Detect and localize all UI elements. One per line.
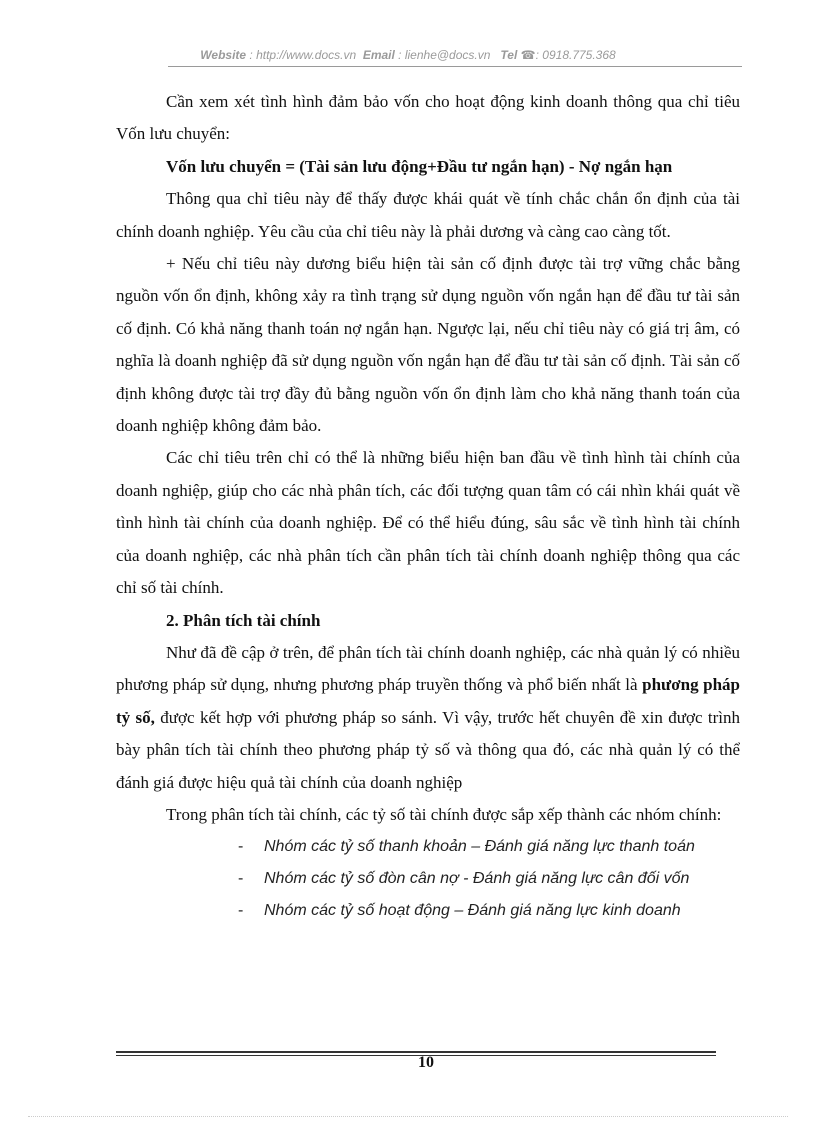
- website-value: : http://www.docs.vn: [249, 48, 357, 62]
- document-body: [116, 86, 740, 927]
- page-number: 10: [418, 1054, 434, 1071]
- section-heading: 2. Phân tích tài chính: [166, 610, 321, 630]
- email-value: : lienhe@docs.vn: [398, 48, 491, 62]
- list-item: - Nhóm các tỷ số thanh khoản – Đánh giá năng lực thanh toán: [238, 831, 740, 863]
- paragraph-5-emphasis: phương pháp tỷ số,: [116, 675, 741, 727]
- phone-icon: ☎: [520, 48, 536, 62]
- page-header: [0, 48, 816, 62]
- paragraph-3: + Nếu chỉ tiêu này dương biểu hiện tài sản cố định được tài trợ vững chắc bằng nguồn vốn ổn định, không xảy ra tình trạng sử dụng nguồn vốn ngắn hạn để đầu tư tài sản cố định. Có khả năng thanh toán nợ ngắn hạn. Ngược lại, nếu chỉ tiêu này có giá trị âm, có nghĩa là doanh nghiệp đã sử dụng nguồn vốn ngắn hạn để đầu tư tài sản cố định. Tài sản cố định không được tài trợ đầy đủ bằng nguồn vốn ổn định làm cho khả năng thanh toán của doanh nghiệp không đảm bảo.: [116, 254, 740, 436]
- tel-label: Tel: [500, 48, 518, 62]
- paragraph-5: [116, 637, 740, 799]
- list-item: - Nhóm các tỷ số đòn cân nợ - Đánh giá năng lực cân đối vốn: [238, 863, 740, 895]
- ratio-group-list: [116, 831, 740, 927]
- tel-value: : 0918.775.368: [535, 48, 616, 62]
- page-bottom-dotted-line: [28, 1116, 788, 1117]
- paragraph-2: Thông qua chỉ tiêu này để thấy được khái quát về tính chắc chắn ổn định của tài chính doanh nghiệp. Yêu cầu của chỉ tiêu này là phải dương và càng cao càng tốt.: [116, 189, 740, 241]
- list-item: - Nhóm các tỷ số hoạt động – Đánh giá năng lực kinh doanh: [238, 895, 740, 927]
- website-label: Website: [200, 48, 247, 62]
- header-divider: [168, 66, 742, 67]
- formula-working-capital: Vốn lưu chuyển = (Tài sản lưu động+Đầu tư ngắn hạn) - Nợ ngắn hạn: [166, 156, 673, 176]
- paragraph-4: Các chỉ tiêu trên chỉ có thể là những biểu hiện ban đầu về tình hình tài chính của doanh nghiệp, giúp cho các nhà phân tích, các đối tượng quan tâm có cái nhìn khái quát về tình hình tài chính của doanh nghiệp. Để có thể hiểu đúng, sâu sắc về tình hình tài chính của doanh nghiệp, các nhà phân tích cần phân tích tài chính doanh nghiệp thông qua các chỉ số tài chính.: [116, 448, 740, 598]
- paragraph-5-part-a: Như đã đề cập ở trên, để phân tích tài chính doanh nghiệp, các nhà quản lý có nhiều phương pháp sử dụng, nhưng phương pháp truyền thống và phổ biến nhất là: [116, 642, 740, 695]
- paragraph-6: Trong phân tích tài chính, các tỷ số tài chính được sắp xếp thành các nhóm chính:: [166, 804, 722, 824]
- paragraph-1: Cần xem xét tình hình đảm bảo vốn cho hoạt động kinh doanh thông qua chỉ tiêu Vốn lưu chuyển:: [116, 92, 740, 144]
- email-label: Email: [362, 48, 395, 62]
- paragraph-5-part-b: được kết hợp với phương pháp so sánh. Vì vậy, trước hết chuyên đề xin được trình bày phân tích tài chính theo phương pháp tỷ số và thông qua đó, các nhà quản lý có thể đánh giá được hiệu quả tài chính của doanh nghiệp: [116, 707, 741, 792]
- footer-divider-thick: [116, 1051, 716, 1053]
